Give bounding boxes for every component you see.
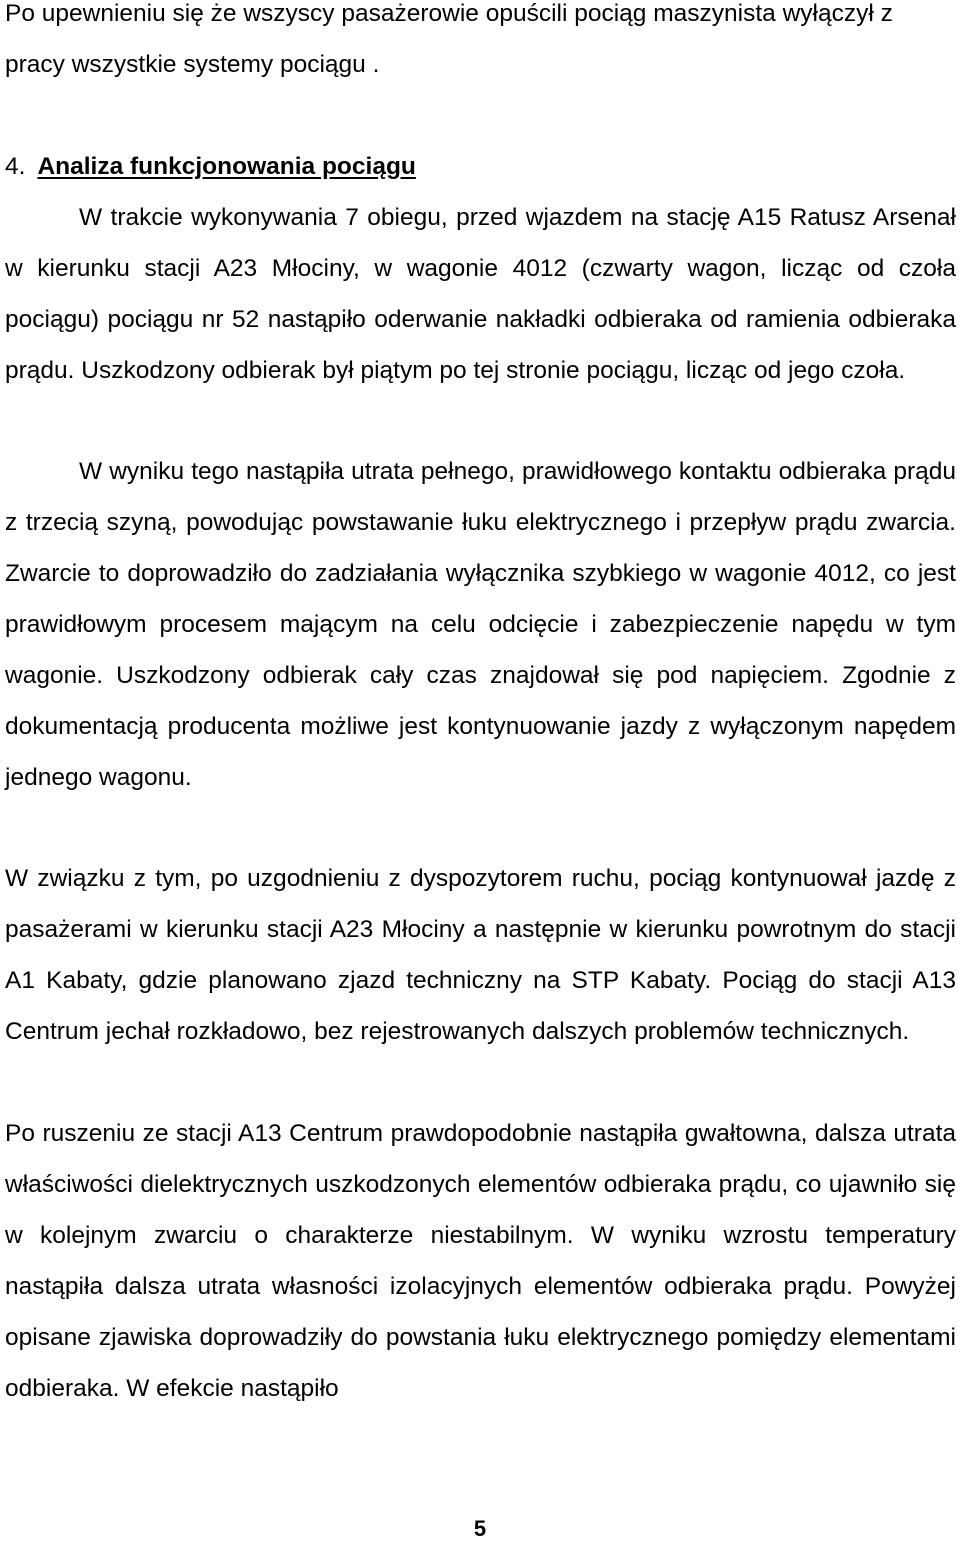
paragraph-incident: W trakcie wykonywania 7 obiegu, przed wjazdem na stację A15 Ratusz Arsenał w kierunku stacji A23 Młociny, w wagonie 4012 (czwarty wagon, licząc od czoła pociągu) pociągu nr 52 nastąpiło oderwanie nakładki odbieraka od ramienia odbieraka prądu. Uszkodzony odbierak był piątym po tej stronie pociągu, licząc od jego czoła. (5, 204, 956, 384)
paragraph-arc: W wyniku tego nastąpiła utrata pełnego, prawidłowego kontaktu odbieraka prądu z trzecią szyną, powodując powstawanie łuku elektrycznego i przepływ prądu zwarcia. Zwarcie to doprowadziło do zadziałania wyłącznika szybkiego w wagonie 4012, co jest prawidłowym procesem mającym na celu odcięcie i zabezpieczenie napędu w tym wagonie. Uszkodzony odbierak cały czas znajdował się pod napięciem. Zgodnie z dokumentacją producenta możliwe jest kontynuowanie jazdy z wyłączonym napędem jednego wagonu. (5, 458, 956, 791)
intro-paragraph: Po upewnieniu się że wszyscy pasażerowie opuścili pociąg maszynista wyłączył z pracy wszystkie systemy pociągu . (5, 0, 893, 78)
paragraph-continuation: W związku z tym, po uzgodnieniu z dyspozytorem ruchu, pociąg kontynuował jazdę z pasażerami w kierunku stacji A23 Młociny a następnie w kierunku powrotnym do stacji A1 Kabaty, gdzie planowano zjazd techniczny na STP Kabaty. Pociąg do stacji A13 Centrum jechał rozkładowo, bez rejestrowanych dalszych problemów technicznych. (5, 865, 956, 1045)
paragraph-departure: Po ruszeniu ze stacji A13 Centrum prawdopodobnie nastąpiła gwałtowna, dalsza utrata właściwości dielektrycznych uszkodzonych elementów odbieraka prądu, co ujawniło się w kolejnym zwarciu o charakterze niestabilnym. W wyniku wzrostu temperatury nastąpiła dalsza utrata własności izolacyjnych elementów odbieraka prądu. Powyżej opisane zjawiska doprowadziły do powstania łuku elektrycznego pomiędzy elementami odbieraka. W efekcie nastąpiło (5, 1120, 956, 1402)
section-title: Analiza funkcjonowania pociągu (37, 153, 416, 180)
section-number: 4. (5, 153, 26, 180)
section-heading (5, 141, 416, 192)
page-number: 5 (473, 1516, 487, 1541)
